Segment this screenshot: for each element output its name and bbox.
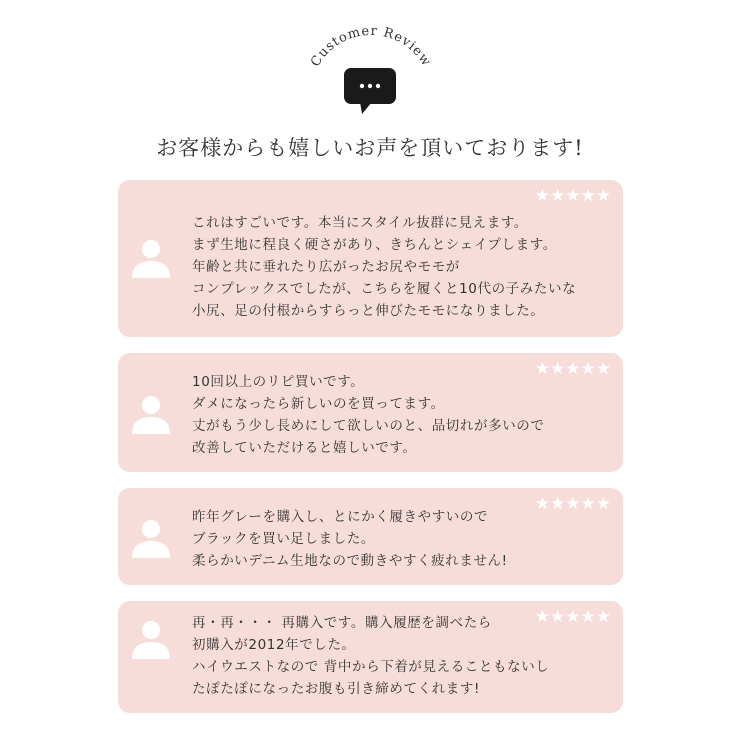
review-line: 初購入が2012年でした。	[192, 637, 356, 653]
star-rating: ★★★★★	[534, 359, 611, 379]
review-line: ハイウエストなので 背中から下着が見えることもないし	[192, 659, 550, 675]
star-rating: ★★★★★	[534, 186, 611, 206]
review-card	[118, 601, 623, 713]
review-text	[192, 212, 603, 322]
review-card	[118, 353, 623, 472]
star-rating: ★★★★★	[534, 494, 611, 514]
review-line: 年齢と共に垂れたり広がったお尻やモモが	[192, 259, 460, 275]
svg-text:Customer Review	[308, 24, 434, 70]
review-line: 小尻、足の付根からすらっと伸びたモモになりました。	[192, 303, 545, 319]
review-line: ブラックを買い足しました。	[192, 531, 376, 547]
arc-title-text: Customer Review	[308, 24, 434, 70]
speech-bubble-icon	[342, 66, 398, 116]
review-line: 昨年グレーを購入し、とにかく履きやすいので	[192, 509, 489, 525]
review-card	[118, 488, 623, 585]
review-line: これはすごいです。本当にスタイル抜群に見えます。	[192, 215, 528, 231]
review-line: 再・再・・・ 再購入です。購入履歴を調べたら	[192, 615, 492, 631]
user-avatar-icon	[130, 617, 172, 659]
page-headline: お客様からも嬉しいお声を頂いております!	[156, 136, 584, 160]
review-line: コンプレックスでしたが、こちらを履くと10代の子みたいな	[192, 281, 577, 297]
review-text	[192, 506, 603, 572]
review-line: まず生地に程良く硬さがあり、きちんとシェイプします。	[192, 237, 557, 253]
review-text	[192, 371, 603, 459]
star-rating: ★★★★★	[534, 607, 611, 627]
user-avatar-icon	[130, 236, 172, 278]
review-line: 柔らかいデニム生地なので動きやすく疲れません!	[192, 553, 508, 569]
user-avatar-icon	[130, 516, 172, 558]
review-line: 10回以上のリピ買いです。	[192, 374, 365, 390]
user-avatar-icon	[130, 392, 172, 434]
review-text	[192, 612, 603, 700]
review-card	[118, 180, 623, 337]
review-line: 丈がもう少し長めにして欲しいのと、品切れが多いので	[192, 418, 545, 434]
section-header	[0, 0, 740, 170]
review-line: たぽたぽになったお腹も引き締めてくれます!	[192, 681, 481, 697]
review-line: 改善していただけると嬉しいです。	[192, 440, 417, 456]
review-line: ダメになったら新しいのを買ってます。	[192, 396, 445, 412]
